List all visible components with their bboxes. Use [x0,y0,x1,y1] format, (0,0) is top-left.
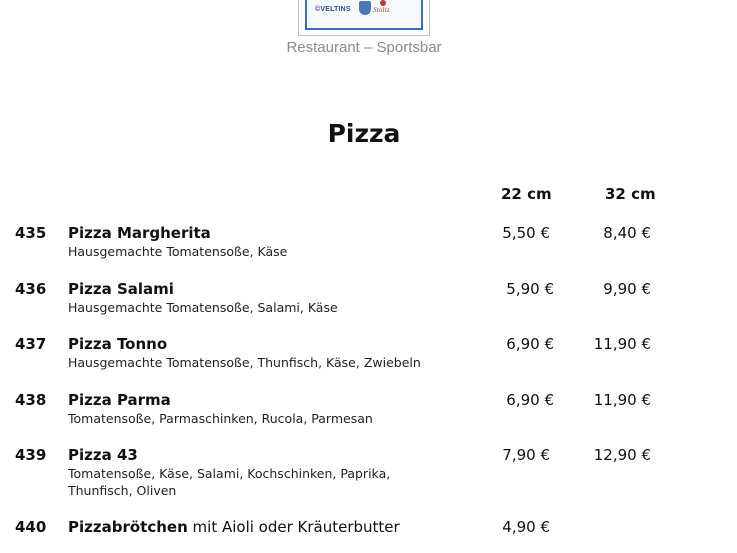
item-name [68,518,400,536]
item-description: Hausgemachte Tomatensoße, Salami, Käse [68,300,338,315]
item-name-suffix: mit Aioli oder Kräuterbutter [187,518,400,536]
crest-icon [359,1,371,15]
section-title: Pizza [327,119,401,148]
item-number: 439 [15,446,47,464]
restaurant-subtitle: Restaurant – Sportsbar [286,39,442,56]
price-32cm: 11,90 € [593,335,651,353]
price-22cm: 5,50 € [502,224,550,242]
item-number: 437 [15,335,47,353]
restaurant-logo [298,0,430,36]
item-name: Pizza Parma [68,391,171,409]
logo-brand-text-2: Stoltz [373,6,390,14]
item-number: 440 [15,518,47,536]
item-description-line-2: Thunfisch, Oliven [68,483,177,498]
item-name: Pizza Salami [68,280,174,298]
price-22cm: 4,90 € [502,518,550,536]
item-number: 435 [15,224,47,242]
column-header-22cm: 22 cm [501,185,552,203]
item-description: Tomatensoße, Parmaschinken, Rucola, Parmesan [68,411,373,426]
item-description: Hausgemachte Tomatensoße, Käse [68,244,288,259]
price-32cm: 8,40 € [603,224,651,242]
item-name: Pizza Margherita [68,224,211,242]
item-number: 436 [15,280,47,298]
price-32cm: 9,90 € [603,280,651,298]
item-name: Pizza Tonno [68,335,168,353]
logo-frame [305,0,423,30]
price-22cm: 6,90 € [506,335,554,353]
logo-brand-text: ©VELTINS [315,6,351,13]
price-22cm: 6,90 € [506,391,554,409]
item-name: Pizza 43 [68,446,138,464]
price-22cm: 5,90 € [506,280,554,298]
price-22cm: 7,90 € [502,446,550,464]
item-name-bold: Pizzabrötchen [68,518,188,536]
item-number: 438 [15,391,47,409]
price-32cm: 11,90 € [593,391,651,409]
price-32cm: 12,90 € [593,446,651,464]
item-description-line-1: Tomatensoße, Käse, Salami, Kochschinken, Paprika, [68,466,391,481]
item-description: Hausgemachte Tomatensoße, Thunfisch, Käse, Zwiebeln [68,355,421,370]
column-header-32cm: 32 cm [605,185,656,203]
